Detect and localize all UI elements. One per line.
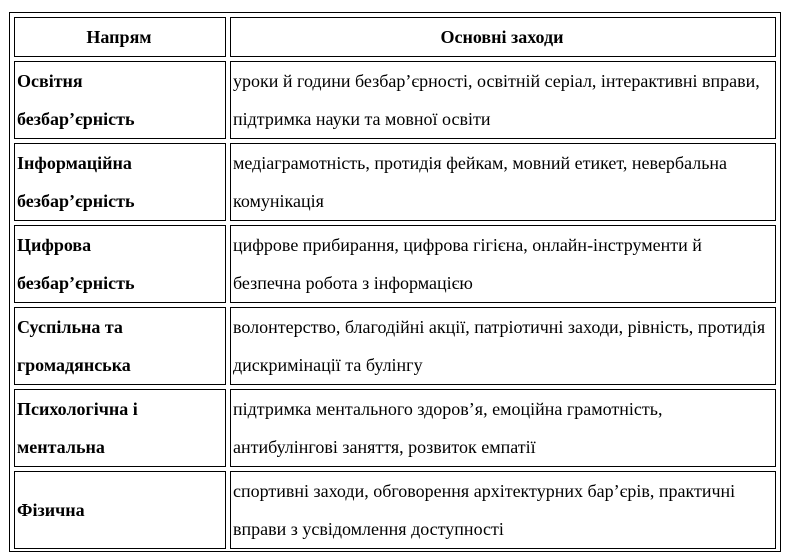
measures-cell: уроки й години безбар’єрності, освітній серіал, інтерактивні вправи, підтримка науки та мовної освіти <box>230 61 776 139</box>
direction-cell <box>14 61 226 139</box>
header-direction: Напрям <box>14 17 226 57</box>
table-header-row <box>14 17 776 57</box>
table-row <box>14 225 776 303</box>
direction-line: ментальна <box>17 437 105 457</box>
measures-table <box>10 13 780 553</box>
table-row <box>14 307 776 385</box>
measures-cell: підтримка ментального здоров’я, емоційна грамотність, антибулінгові заняття, розвиток емпатії <box>230 389 776 467</box>
measures-cell: цифрове прибирання, цифрова гігієна, онлайн-інструменти й безпечна робота з інформацією <box>230 225 776 303</box>
direction-line: безбар’єрність <box>17 109 135 129</box>
direction-cell <box>14 307 226 385</box>
direction-line: Цифрова <box>17 235 92 255</box>
direction-line: громадянська <box>17 355 131 375</box>
direction-cell <box>14 389 226 467</box>
measures-cell: волонтерство, благодійні акції, патріотичні заходи, рівність, протидія дискримінації та булінгу <box>230 307 776 385</box>
direction-line: безбар’єрність <box>17 273 135 293</box>
direction-line: Освітня <box>17 71 83 91</box>
direction-cell <box>14 143 226 221</box>
direction-line: Фізична <box>17 500 85 520</box>
measures-cell: медіаграмотність, протидія фейкам, мовний етикет, невербальна комунікація <box>230 143 776 221</box>
direction-cell <box>14 225 226 303</box>
table-row <box>14 143 776 221</box>
table-row <box>14 471 776 549</box>
direction-line: Психологічна і <box>17 399 138 419</box>
measures-table-frame <box>9 12 781 552</box>
header-measures: Основні заходи <box>230 17 776 57</box>
table-row <box>14 389 776 467</box>
direction-line: безбар’єрність <box>17 191 135 211</box>
measures-cell: спортивні заходи, обговорення архітектурних бар’єрів, практичні вправи з усвідомлення доступності <box>230 471 776 549</box>
direction-cell <box>14 471 226 549</box>
table-row <box>14 61 776 139</box>
direction-line: Суспільна та <box>17 317 123 337</box>
direction-line: Інформаційна <box>17 153 132 173</box>
